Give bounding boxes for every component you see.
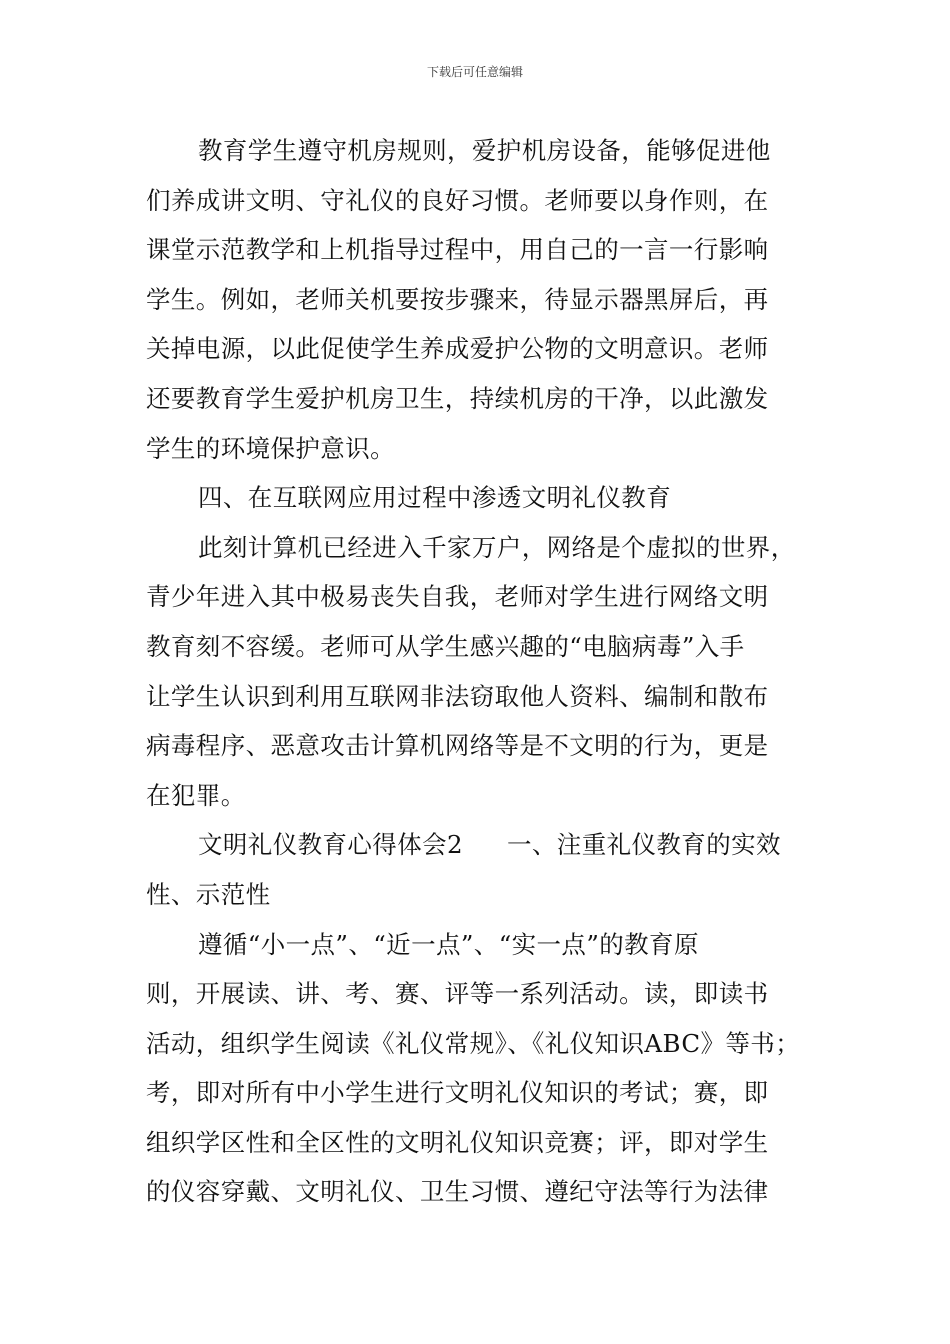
- paragraph-line: 的仪容穿戴、文明礼仪、卫生习惯、遵纪守法等行为法律: [146, 1177, 769, 1207]
- paragraph-line: 们养成讲文明、守礼仪的良好习惯。老师要以身作则，在: [146, 185, 769, 215]
- paragraph-line: 此刻计算机已经进入千家万户，网络是个虚拟的世界，: [198, 532, 796, 562]
- paragraph-line: 则，开展读、讲、考、赛、评等一系列活动。读，即读书: [146, 979, 769, 1009]
- paragraph-line: 病毒程序、恶意攻击计算机网络等是不文明的行为，更是: [146, 731, 769, 761]
- paragraph-line: 遵循“小一点”、“近一点”、“实一点”的教育原: [198, 929, 699, 959]
- paragraph-line: 学生的环境保护意识。: [146, 433, 395, 463]
- article-title-line: [146, 820, 808, 870]
- paragraph-line: 学生。例如，老师关机要按步骤来，待显示器黑屏后，再: [146, 284, 769, 314]
- article-title: 文明礼仪教育心得体会2: [198, 830, 463, 860]
- paragraph-line: 考，即对所有中小学生进行文明礼仪知识的考试；赛，即: [146, 1078, 769, 1108]
- page-header: 下载后可任意编辑: [426, 65, 523, 79]
- paragraph-line: 关掉电源，以此促使学生养成爱护公物的文明意识。老师: [146, 334, 769, 364]
- paragraph-line: 性、示范性: [146, 879, 271, 909]
- subsection-heading: 一、注重礼仪教育的实效: [507, 830, 781, 860]
- paragraph-line: 还要教育学生爱护机房卫生，持续机房的干净，以此激发: [146, 383, 769, 413]
- paragraph-line: 教育学生遵守机房规则，爱护机房设备，能够促进他: [198, 136, 771, 165]
- paragraph-line: 在犯罪。: [146, 780, 246, 810]
- section-heading: 四、在互联网应用过程中渗透文明礼仪教育: [198, 483, 672, 513]
- paragraph-line: 教育刻不容缓。老师可从学生感兴趣的“电脑病毒”入手: [146, 631, 745, 661]
- paragraph-line: 让学生认识到利用互联网非法窃取他人资料、编制和散布: [146, 681, 769, 711]
- paragraph-line: 青少年进入其中极易丧失自我，老师对学生进行网络文明: [146, 582, 769, 612]
- paragraph-line: 组织学区性和全区性的文明礼仪知识竞赛；评，即对学生: [146, 1127, 769, 1157]
- paragraph-line: 课堂示范教学和上机指导过程中，用自己的一言一行影响: [146, 235, 769, 265]
- paragraph-line: 活动，组织学生阅读《礼仪常规》、《礼仪知识ABC》等书；: [146, 1028, 801, 1058]
- document-body: [146, 126, 808, 1217]
